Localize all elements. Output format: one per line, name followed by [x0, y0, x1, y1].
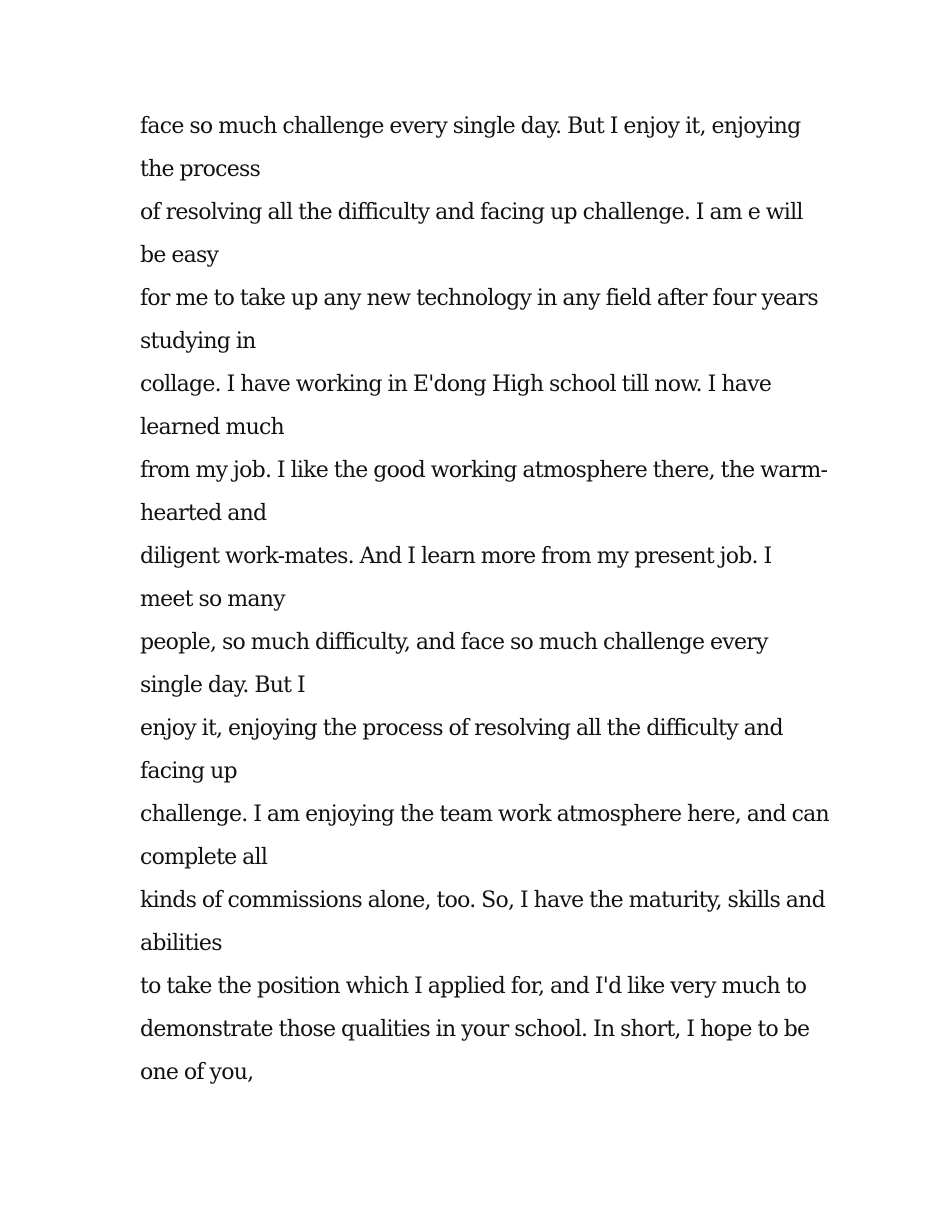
text-line: collage. I have working in E'dong High school till now. I have: [140, 372, 772, 397]
text-line: one of you,: [140, 1060, 254, 1085]
text-line: single day. But I: [140, 673, 305, 698]
text-line: the process: [140, 157, 261, 182]
text-line: for me to take up any new technology in any field after four years: [140, 286, 818, 311]
document-body: [140, 105, 830, 1094]
text-line: face so much challenge every single day. But I enjoy it, enjoying: [140, 114, 801, 139]
text-line: enjoy it, enjoying the process of resolving all the difficulty and: [140, 716, 783, 741]
text-line: hearted and: [140, 501, 267, 526]
text-line: meet so many: [140, 587, 285, 612]
text-line: kinds of commissions alone, too. So, I have the maturity, skills and: [140, 888, 825, 913]
text-line: studying in: [140, 329, 256, 354]
text-line: of resolving all the difficulty and facing up challenge. I am e will: [140, 200, 803, 225]
text-line: abilities: [140, 931, 222, 956]
text-line: from my job. I like the good working atmosphere there, the warm-: [140, 458, 828, 483]
text-line: demonstrate those qualities in your school. In short, I hope to be: [140, 1017, 810, 1042]
text-line: complete all: [140, 845, 268, 870]
text-line: diligent work-mates. And I learn more from my present job. I: [140, 544, 772, 569]
text-line: learned much: [140, 415, 284, 440]
text-line: to take the position which I applied for, and I'd like very much to: [140, 974, 807, 999]
text-line: facing up: [140, 759, 237, 784]
text-line: people, so much difficulty, and face so much challenge every: [140, 630, 768, 655]
text-line: challenge. I am enjoying the team work atmosphere here, and can: [140, 802, 829, 827]
text-line: be easy: [140, 243, 219, 268]
